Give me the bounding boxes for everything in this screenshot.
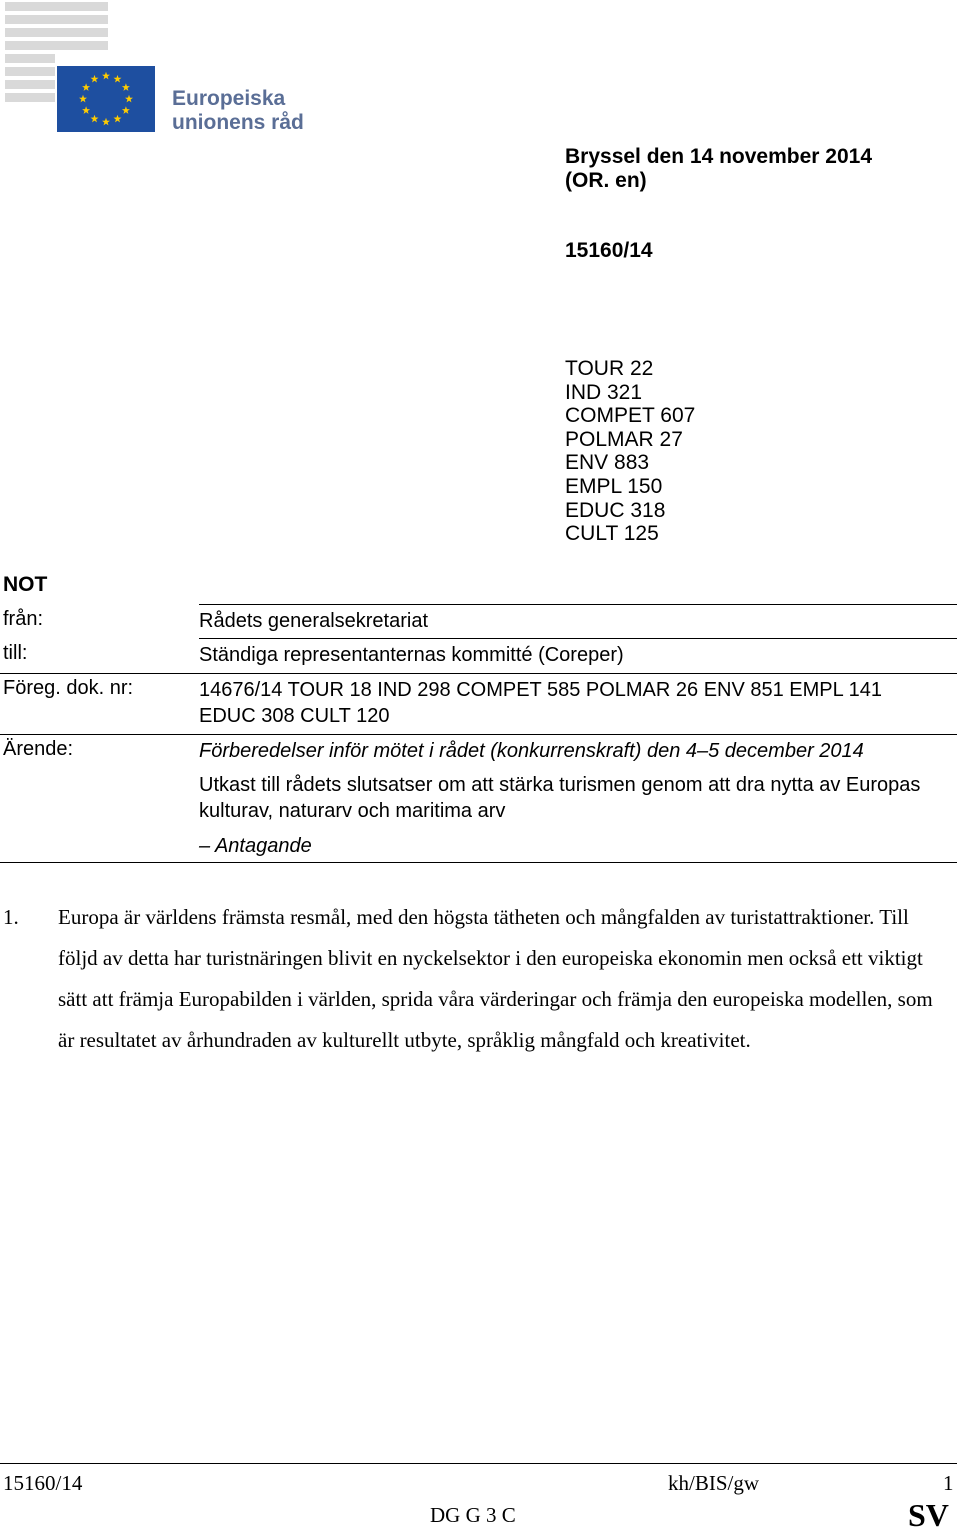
subject-codes — [565, 357, 695, 546]
divider — [0, 862, 957, 863]
divider — [199, 638, 957, 639]
paragraph-text: Europa är världens främsta resmål, med den högsta tätheten och mångfalden av turistattraktioner. Till följd av detta har turistnäringen blivit en nyckelsektor i den europeiska ekonomin men också ett viktigt sätt att främja Europabilden i världen, sprida våra värderingar och främja den europeiska modellen, som är resultatet av århundraden av kulturellt utbyte, språklig mångfald och kreativitet. — [58, 905, 933, 1052]
subject-code: TOUR 22 — [565, 357, 654, 380]
subject-code: COMPET 607 — [565, 404, 696, 428]
previous-doc-value: 14676/14 TOUR 18 IND 298 COMPET 585 POLMAR 26 ENV 851 EMPL 141 EDUC 308 CULT 120 — [199, 679, 882, 727]
footer-dg: DG G 3 C — [430, 1503, 516, 1527]
footer-divider — [0, 1463, 957, 1464]
subject-title: Utkast till rådets slutsatser om att stärka turismen genom att dra nytta av Europas kulturav, naturarv och maritima arv — [199, 774, 921, 822]
original-language: (OR. en) — [565, 169, 647, 192]
org-name-line2: unionens råd — [172, 111, 304, 134]
divider — [0, 673, 957, 674]
org-name-line1: Europeiska — [172, 87, 286, 110]
from-label: från: — [3, 608, 44, 630]
page-number: 1 — [943, 1471, 954, 1495]
subject-code: CULT 125 — [565, 522, 659, 546]
to-label: till: — [3, 642, 28, 664]
divider — [199, 604, 957, 605]
note-type: NOT — [3, 573, 48, 596]
language-code: SV — [908, 1497, 949, 1533]
previous-doc-label: Föreg. dok. nr: — [3, 677, 134, 699]
subject-label: Ärende: — [3, 738, 74, 760]
organisation-name — [172, 87, 304, 135]
subject-code: POLMAR 27 — [565, 427, 683, 451]
place-date: Bryssel den 14 november 2014 — [565, 145, 873, 168]
footer-initials: kh/BIS/gw — [668, 1471, 760, 1495]
footer-doc-ref: 15160/14 — [3, 1471, 83, 1495]
subject-code: EMPL 150 — [565, 474, 663, 498]
subject-code: EDUC 318 — [565, 498, 666, 522]
to-value: Ständiga representanternas kommitté (Coreper) — [199, 644, 624, 666]
from-value: Rådets generalsekretariat — [199, 610, 429, 632]
subject-code: IND 321 — [565, 380, 643, 404]
divider — [0, 734, 957, 735]
date-block — [565, 145, 872, 193]
paragraph-number: 1. — [3, 905, 19, 929]
subject-code: ENV 883 — [565, 451, 650, 475]
paragraph-1 — [0, 897, 950, 1061]
document-number: 15160/14 — [565, 239, 653, 262]
subject-meeting: Förberedelser inför mötet i rådet (konkurrenskraft) den 4–5 december 2014 — [199, 740, 864, 762]
subject-action: – Antagande — [199, 835, 312, 857]
